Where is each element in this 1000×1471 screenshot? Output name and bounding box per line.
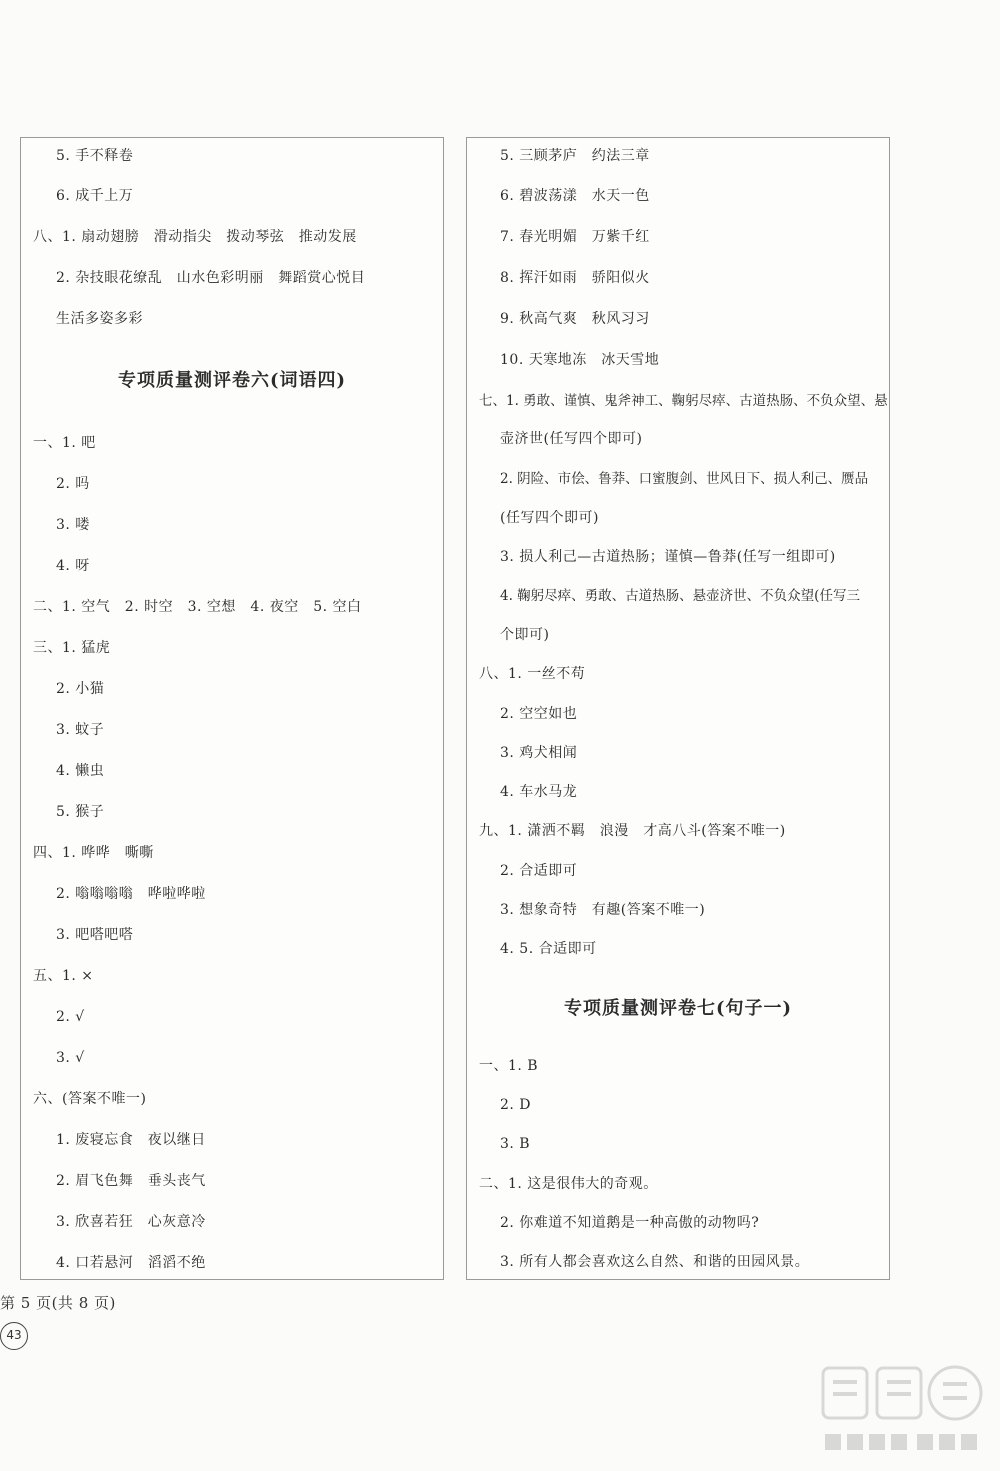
- answer-line: 5. 手不释卷: [56, 148, 134, 164]
- answer-line: 7. 春光明媚 万紫千红: [500, 229, 650, 245]
- answer-line: 3. B: [500, 1136, 531, 1152]
- answer-line: 3. 鸡犬相闻: [500, 745, 578, 761]
- answer-line: 3. 想象奇特 有趣(答案不唯一): [500, 902, 706, 918]
- section-title: 专项质量测评卷七(句子一): [563, 998, 793, 1019]
- answer-line: 4. 懒虫: [56, 763, 105, 779]
- answer-line: 9. 秋高气爽 秋风习习: [500, 311, 650, 327]
- answer-line: 5. 猴子: [56, 804, 105, 820]
- answer-line: 个即可): [500, 627, 550, 643]
- answer-line: 2. 你难道不知道鹅是一种高傲的动物吗?: [500, 1215, 760, 1231]
- page-indicator: 第 5 页(共 8 页): [0, 1294, 116, 1312]
- answer-line: 一、1. B: [479, 1058, 539, 1074]
- page-number-badge: 43: [0, 1322, 28, 1350]
- answer-line: 九、1. 潇洒不羁 浪漫 才高八斗(答案不唯一): [479, 823, 786, 839]
- answer-line: 2. 杂技眼花缭乱 山水色彩明丽 舞蹈赏心悦目: [56, 270, 366, 286]
- answer-line: 八、1. 一丝不苟: [479, 666, 586, 682]
- section-title: 专项质量测评卷六(词语四): [117, 370, 347, 391]
- answer-line: 4. 口若悬河 滔滔不绝: [56, 1255, 206, 1271]
- answer-line: 3. 所有人都会喜欢这么自然、和谐的田园风景。: [500, 1254, 810, 1270]
- right-answer-panel: [466, 137, 890, 1280]
- answer-line: 3. √: [56, 1050, 85, 1066]
- answer-line: 6. 碧波荡漾 水天一色: [500, 188, 650, 204]
- answer-line: 4. 呀: [56, 558, 90, 574]
- answer-line: 五、1. ×: [33, 968, 94, 984]
- answer-line: 2. D: [500, 1097, 532, 1113]
- answer-line: 六、(答案不唯一): [33, 1091, 147, 1107]
- answer-line: 3. 欣喜若狂 心灰意冷: [56, 1214, 206, 1230]
- answer-line: 6. 成千上万: [56, 188, 134, 204]
- answer-line: 4. 鞠躬尽瘁、勇敢、古道热肠、悬壶济世、不负众望(任写三: [500, 588, 860, 604]
- answer-line: 4. 车水马龙: [500, 784, 578, 800]
- answer-line: 3. 吧嗒吧嗒: [56, 927, 134, 943]
- answer-line: 一、1. 吧: [33, 435, 96, 451]
- answer-line: 8. 挥汗如雨 骄阳似火: [500, 270, 650, 286]
- answer-line: 3. 蚊子: [56, 722, 105, 738]
- answer-line: 壶济世(任写四个即可): [500, 431, 643, 447]
- answer-line: 八、1. 扇动翅膀 滑动指尖 拨动琴弦 推动发展: [33, 229, 357, 245]
- answer-line: 1. 废寝忘食 夜以继日: [56, 1132, 206, 1148]
- answer-line: 四、1. 哗哗 嘶嘶: [33, 845, 154, 861]
- answer-line: 二、1. 空气 2. 时空 3. 空想 4. 夜空 5. 空白: [33, 599, 362, 615]
- answer-line: 七、1. 勇敢、谨慎、鬼斧神工、鞠躬尽瘁、古道热肠、不负众望、悬: [479, 393, 888, 409]
- answer-line: 3. 喽: [56, 517, 90, 533]
- answer-line: 10. 天寒地冻 冰天雪地: [500, 352, 660, 368]
- answer-line: 2. 阴险、市侩、鲁莽、口蜜腹剑、世风日下、损人利己、赝品: [500, 471, 869, 487]
- answer-line: 三、1. 猛虎: [33, 640, 111, 656]
- answer-line: (任写四个即可): [500, 510, 599, 526]
- answer-line: 2. 空空如也: [500, 706, 578, 722]
- answer-line: 生活多姿多彩: [56, 311, 143, 327]
- answer-line: 2. 吗: [56, 476, 90, 492]
- answer-line: 2. 小猫: [56, 681, 105, 697]
- answer-line: 2. 眉飞色舞 垂头丧气: [56, 1173, 206, 1189]
- answer-line: 2. 合适即可: [500, 863, 578, 879]
- watermark-logo: [815, 1360, 990, 1460]
- answer-line: 3. 损人利己—古道热肠；谨慎—鲁莽(任写一组即可): [500, 549, 836, 565]
- answer-line: 5. 三顾茅庐 约法三章: [500, 148, 650, 164]
- answer-line: 2. √: [56, 1009, 85, 1025]
- answer-line: 二、1. 这是很伟大的奇观。: [479, 1176, 658, 1192]
- left-answer-panel: [20, 137, 444, 1280]
- answer-line: 4. 5. 合适即可: [500, 941, 597, 957]
- answer-line: 2. 嗡嗡嗡嗡 哗啦哗啦: [56, 886, 206, 902]
